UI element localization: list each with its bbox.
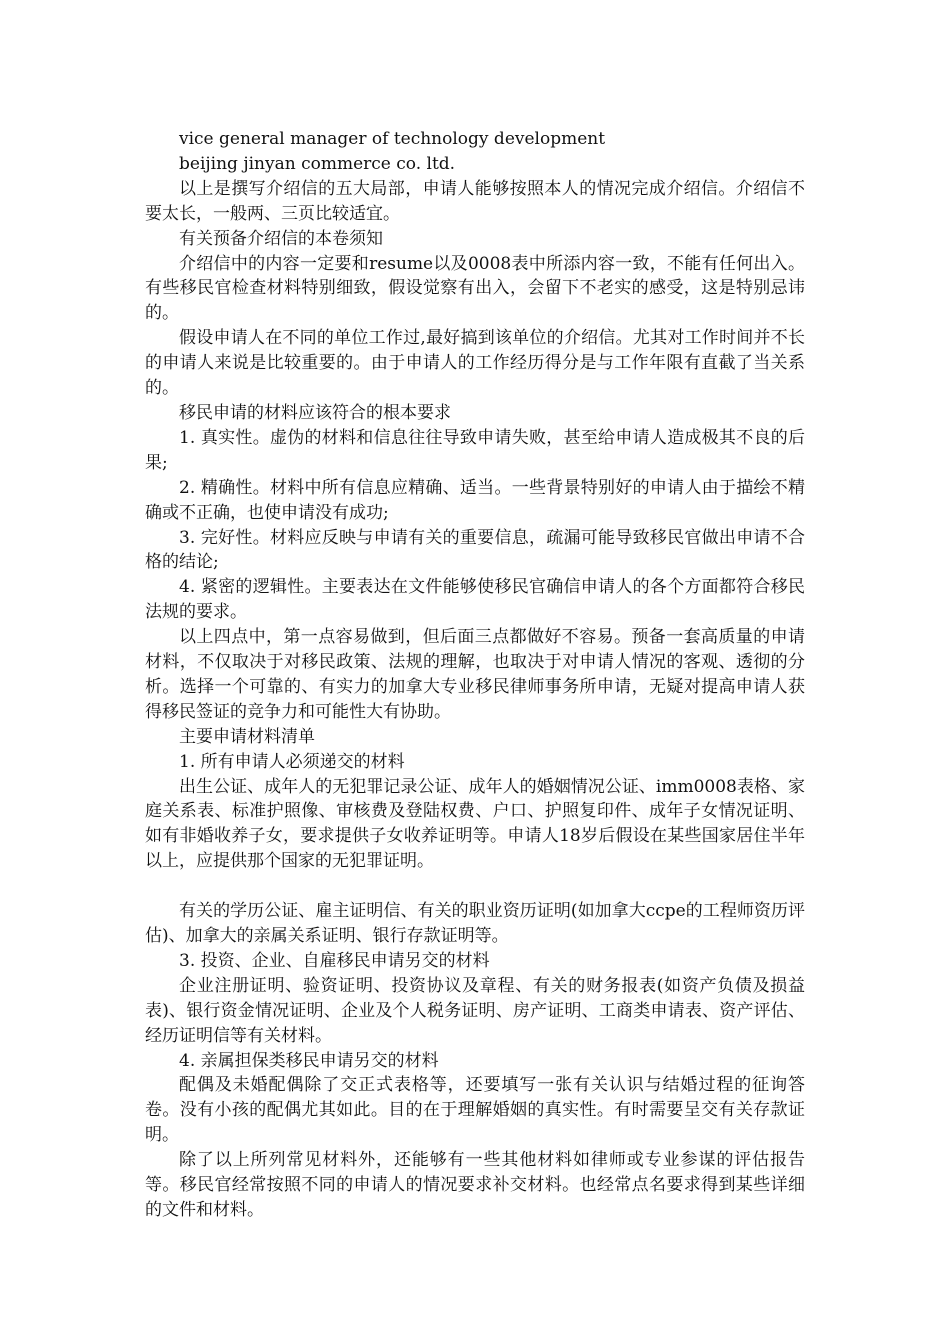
- requirement-item-1: 1. 真实性。虚伪的材料和信息往往导致申请失败，甚至给申请人造成极其不良的后果;: [145, 427, 805, 473]
- paragraph-requirements-summary: 以上四点中，第一点容易做到，但后面三点都做好不容易。预备一套高质量的申请材料，不仅取决于对移民政策、法规的理解，也取决于对申请人情况的客观、透彻的分析。选择一个可靠的、有实力的加拿大专业移民律师事务所申请，无疑对提高申请人获得移民签证的竞争力和可能性大有协助。: [145, 627, 805, 722]
- requirement-item-3: 3. 完好性。材料应反映与申请有关的重要信息，疏漏可能导致移民官做出申请不合格的结论;: [145, 527, 805, 573]
- materials-body-3: 企业注册证明、验资证明、投资协议及章程、有关的财务报表(如资产负债及损益表)、银行资金情况证明、企业及个人税务证明、房产证明、工商类申请表、资产评估、经历证明信等有关材料。: [145, 975, 805, 1046]
- paragraph-multiple-employers: 假设申请人在不同的单位工作过,最好搞到该单位的介绍信。尤其对工作时间并不长的申请人来说是比较重要的。由于申请人的工作经历得分是与工作年限有直截了当关系的。: [145, 328, 805, 399]
- materials-heading-4: 4. 亲属担保类移民申请另交的材料: [179, 1050, 439, 1071]
- requirement-item-2: 2. 精确性。材料中所有信息应精确、适当。一些背景特别好的申请人由于描绘不精确或不正确，也使申请没有成功;: [145, 477, 805, 523]
- materials-body-4: 配偶及未婚配偶除了交正式表格等，还要填写一张有关认识与结婚过程的征询答卷。没有小孩的配偶尤其如此。目的在于理解婚姻的真实性。有时需要呈交有关存款证明。: [145, 1075, 805, 1146]
- signature-title: vice general manager of technology development: [179, 129, 606, 149]
- section-heading-requirements: 移民申请的材料应该符合的根本要求: [179, 402, 451, 423]
- requirement-item-4: 4. 紧密的逻辑性。主要表达在文件能够使移民官确信申请人的各个方面都符合移民法规的要求。: [145, 577, 805, 623]
- blank-line: [145, 874, 805, 899]
- paragraph-closing: 除了以上所列常见材料外，还能够有一些其他材料如律师或专业参谋的评估报告等。移民官经常按照不同的申请人的情况要求补交材料。也经常点名要求得到某些详细的文件和材料。: [145, 1150, 805, 1220]
- section-heading-notes: 有关预备介绍信的本卷须知: [179, 228, 383, 249]
- section-heading-materials-list: 主要申请材料清单: [179, 726, 315, 747]
- materials-heading-3: 3. 投资、企业、自雇移民申请另交的材料: [179, 950, 490, 971]
- paragraph-consistency: 介绍信中的内容一定要和resume以及0008表中所添内容一致，不能有任何出入。有些移民官检查材料特别细致，假设觉察有出入，会留下不老实的感受，这是特别忌讳的。: [145, 253, 805, 324]
- materials-body-1: 出生公证、成年人的无犯罪记录公证、成年人的婚姻情况公证、imm0008表格、家庭关系表、标准护照像、审核费及登陆权费、户口、护照复印件、成年子女情况证明、如有非婚收养子女，要求提供子女收养证明等。申请人18岁后假设在某些国家居住半年以上，应提供那个国家的无犯罪证明。: [145, 776, 805, 872]
- paragraph-summary: 以上是撰写介绍信的五大局部，申请人能够按照本人的情况完成介绍信。介绍信不要太长，一般两、三页比较适宜。: [145, 178, 805, 224]
- document-page: [145, 127, 805, 1223]
- signature-company: beijing jinyan commerce co. ltd.: [179, 153, 456, 174]
- materials-heading-1: 1. 所有申请人必须递交的材料: [179, 751, 405, 772]
- materials-body-2: 有关的学历公证、雇主证明信、有关的职业资历证明(如加拿大ccpe的工程师资历评估)、加拿大的亲属关系证明、银行存款证明等。: [145, 901, 805, 946]
